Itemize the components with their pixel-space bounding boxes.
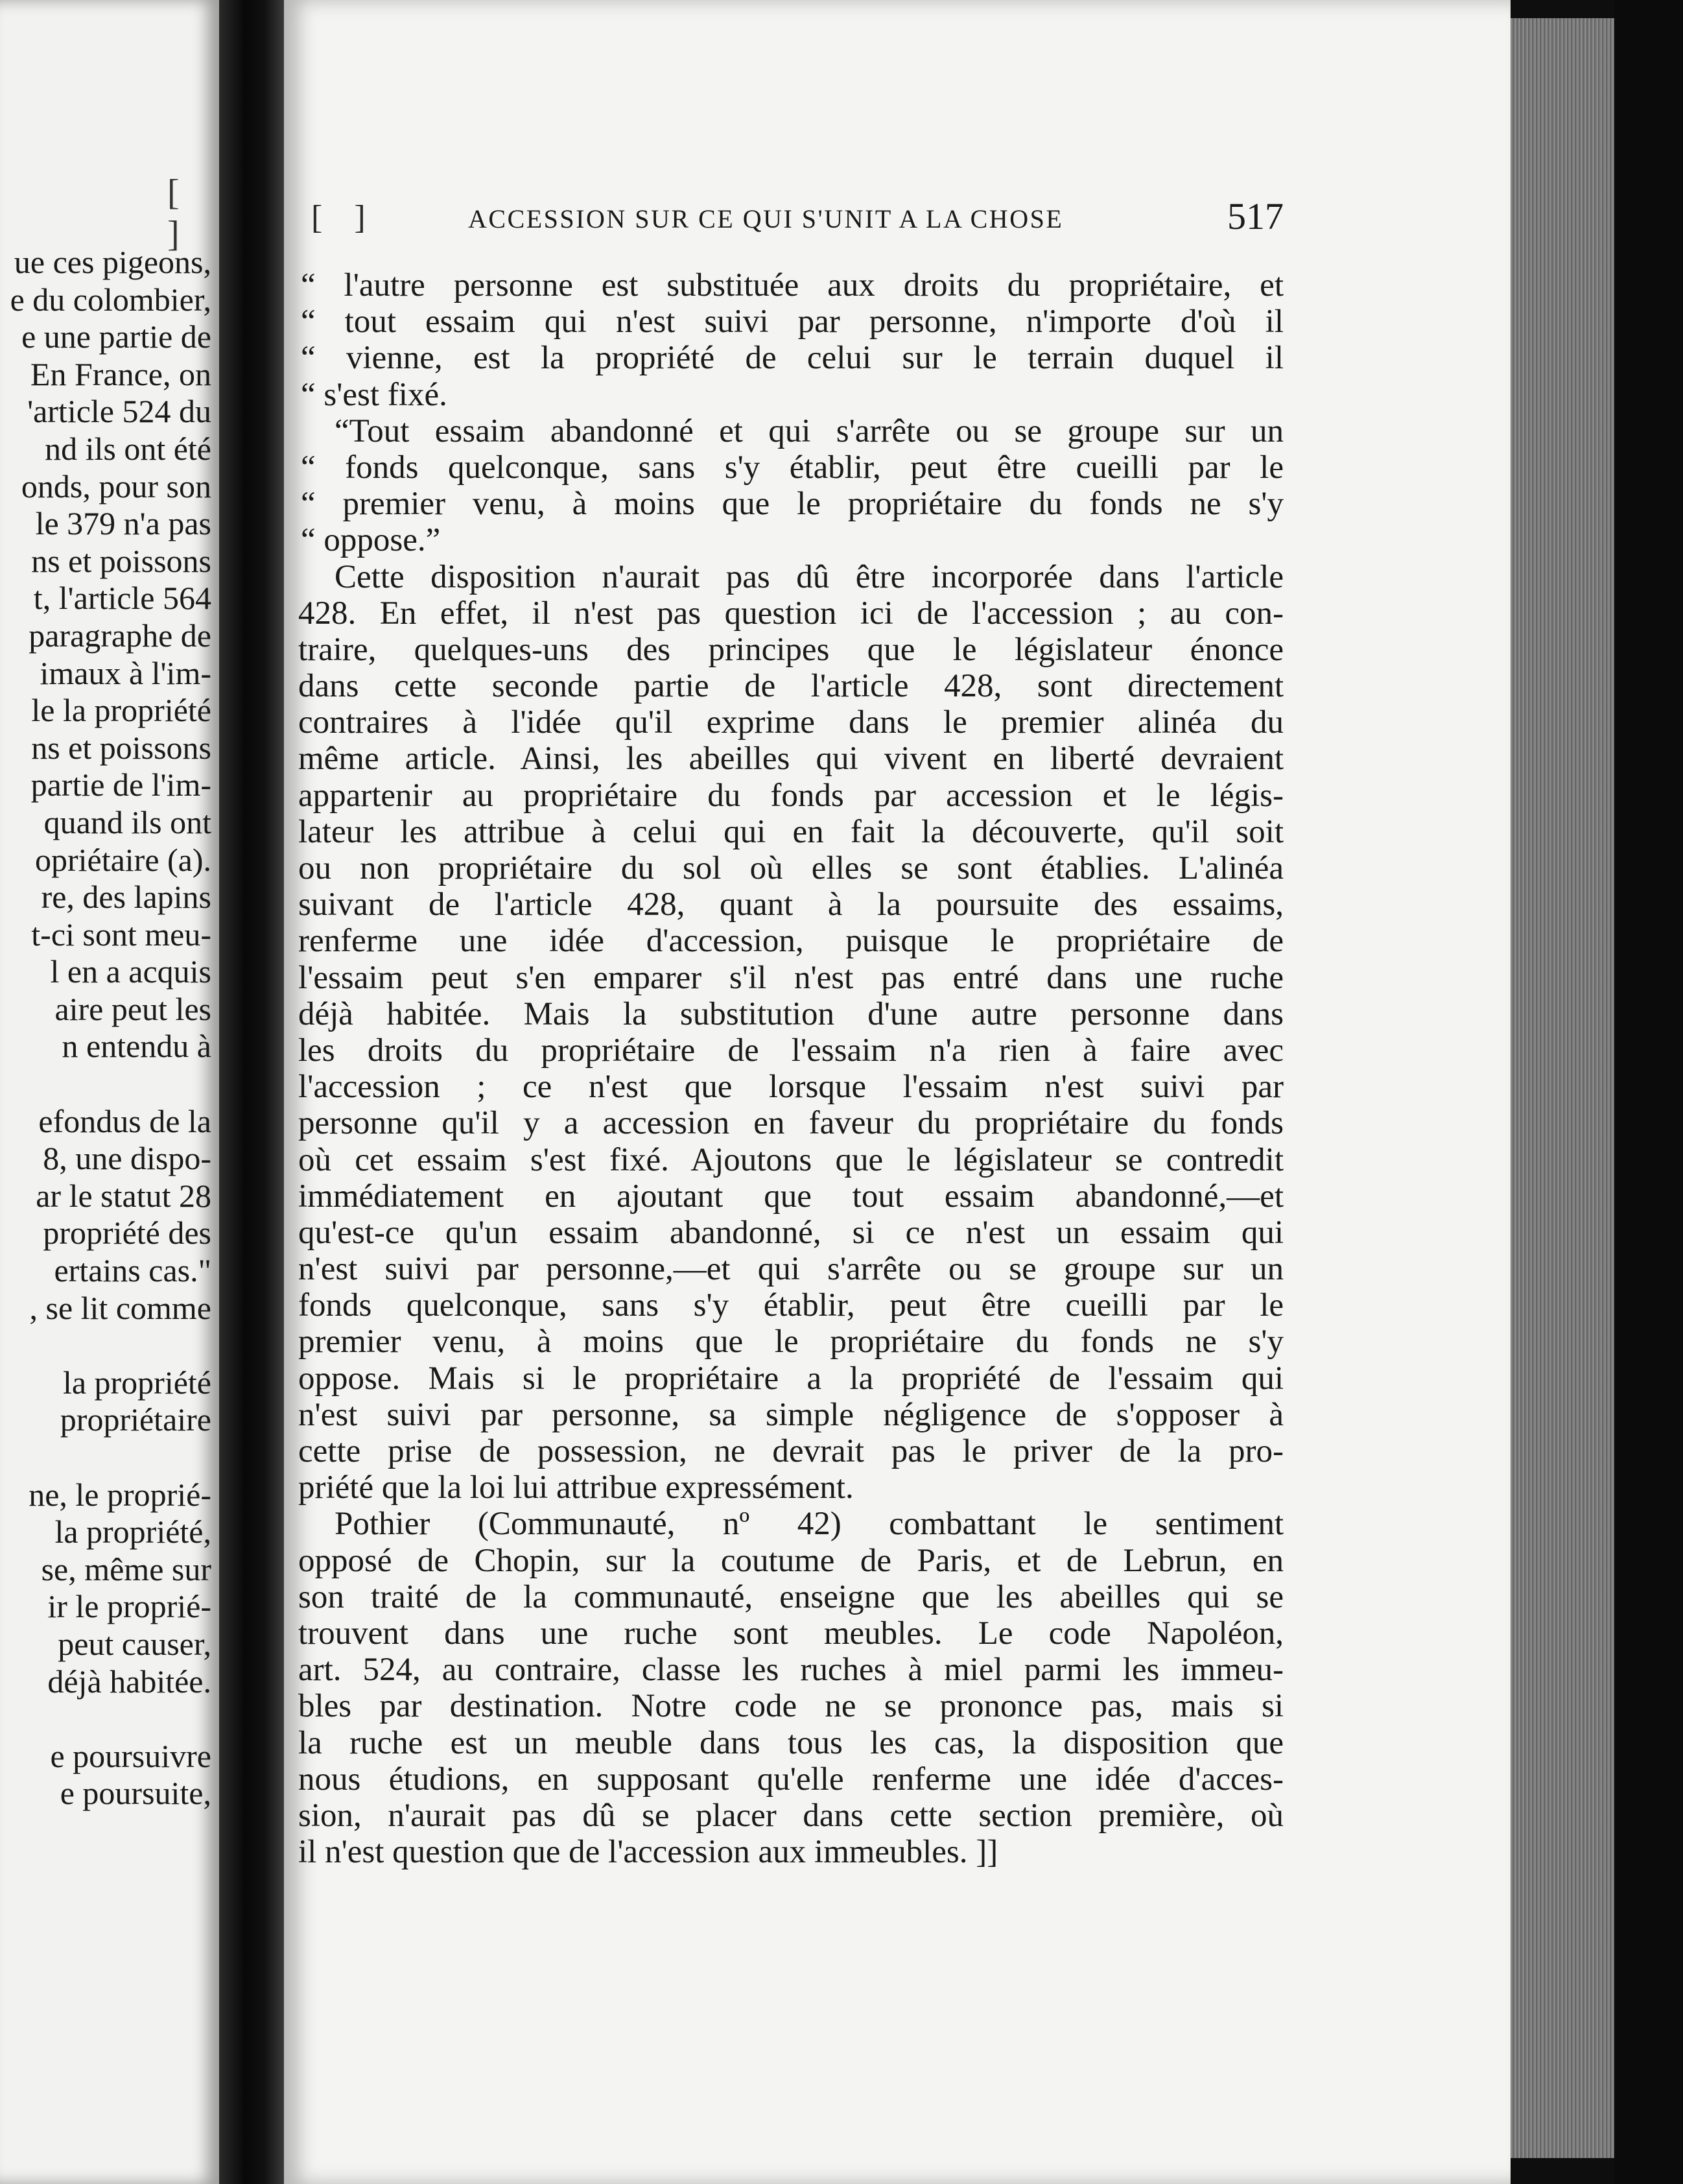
body-line: qu'est-ce qu'un essaim abandonné, si ce n'est un essaim qui <box>298 1214 1284 1251</box>
body-line: “ tout essaim qui n'est suivi par personne, n'importe d'où il <box>301 303 1284 340</box>
body-line: n'est suivi par personne,—et qui s'arrête ou se groupe sur un <box>298 1251 1284 1288</box>
body-line: “ s'est fixé. <box>301 376 447 413</box>
header-brackets: [ ] <box>311 199 377 236</box>
left-page-line: ne, le proprié- <box>29 1476 211 1513</box>
left-page-line: e poursuivre <box>50 1737 211 1774</box>
body-line: traire, quelques-uns des principes que le législateur énonce <box>298 631 1284 668</box>
page-edges <box>1511 18 1614 2158</box>
body-line: l'essaim peut s'en emparer s'il n'est pas entré dans une ruche <box>298 959 1284 996</box>
page-header <box>311 195 1284 246</box>
body-line: lateur les attribue à celui qui en fait la découverte, qu'il soit <box>298 813 1284 850</box>
body-line: “Tout essaim abandonné et qui s'arrête ou se groupe sur un <box>335 412 1284 449</box>
left-page-line: aire peut les <box>54 990 211 1027</box>
body-line: son traité de la communauté, enseigne que les abeilles qui se <box>298 1578 1284 1615</box>
body-line: déjà habitée. Mais la substitution d'une autre personne dans <box>298 995 1284 1032</box>
body-line: cette prise de possession, ne devrait pas le priver de la pro- <box>298 1433 1284 1469</box>
body-line: “ oppose.” <box>301 522 441 559</box>
body-line: sion, n'aurait pas dû se placer dans cette section première, où <box>298 1797 1284 1834</box>
body-line: suivant de l'article 428, quant à la poursuite des essaims, <box>298 886 1284 923</box>
left-page-line: le la propriété <box>31 692 211 729</box>
left-page-text <box>0 244 211 1812</box>
left-page-line: déjà habitée. <box>47 1663 211 1700</box>
left-page-line: ns et poissons <box>31 729 211 766</box>
left-page-line: nd ils ont été <box>45 430 211 467</box>
body-line: dans cette seconde partie de l'article 428, sont directement <box>298 668 1284 705</box>
body-line: bles par destination. Notre code ne se prononce pas, mais si <box>298 1688 1284 1725</box>
body-line: n'est suivi par personne, sa simple négligence de s'opposer à <box>298 1396 1284 1433</box>
left-page-line: propriété des <box>43 1215 211 1252</box>
left-page-line: re, des lapins <box>41 879 211 916</box>
book-edge-shadow <box>1614 0 1683 2184</box>
left-page-line: ue ces pigeons, <box>14 244 211 280</box>
body-line: premier venu, à moins que le propriétaire du fonds ne s'y <box>298 1323 1284 1360</box>
left-page-line: ir le proprié- <box>47 1588 211 1625</box>
book-gutter <box>219 0 284 2184</box>
body-line: priété que la loi lui attribue expressément. <box>298 1469 854 1506</box>
left-page-line: En France, on <box>30 355 211 392</box>
body-line: art. 524, au contraire, classe les ruches à miel parmi les immeu- <box>298 1652 1284 1689</box>
left-page-line: 8, une dispo- <box>43 1140 211 1177</box>
left-page-line: efondus de la <box>38 1102 211 1139</box>
body-line: appartenir au propriétaire du fonds par accession et le légis- <box>298 777 1284 814</box>
body-line: Pothier (Communauté, nº 42) combattant le sentiment <box>335 1506 1284 1543</box>
left-page-line: la propriété, <box>54 1513 211 1550</box>
body-line: fonds quelconque, sans s'y établir, peut être cueilli par le <box>298 1287 1284 1324</box>
body-line: “ vienne, est la propriété de celui sur le terrain duquel il <box>301 340 1284 377</box>
left-page-line: ar le statut 28 <box>36 1177 211 1214</box>
left-page-line <box>0 1327 211 1364</box>
left-page-line: 'article 524 du <box>27 393 211 430</box>
body-line: opposé de Chopin, sur la coutume de Paris, et de Lebrun, en <box>298 1542 1284 1579</box>
previous-page-fragment <box>0 0 219 2184</box>
left-page-line: onds, pour son <box>21 468 211 504</box>
body-line: renferme une idée d'accession, puisque le propriétaire de <box>298 923 1284 960</box>
left-page-line: l en a acquis <box>50 953 211 990</box>
body-line: Cette disposition n'aurait pas dû être incorporée dans l'article <box>335 558 1284 595</box>
body-line: trouvent dans une ruche sont meubles. Le code Napoléon, <box>298 1615 1284 1652</box>
body-line: la ruche est un meuble dans tous les cas, la disposition que <box>298 1724 1284 1761</box>
left-page-line: e poursuite, <box>60 1775 211 1812</box>
body-line: immédiatement en ajoutant que tout essaim abandonné,—et <box>298 1178 1284 1215</box>
body-line: “ premier venu, à moins que le propriétaire du fonds ne s'y <box>301 486 1284 523</box>
left-page-line: ns et poissons <box>31 542 211 579</box>
page-number: 517 <box>1227 195 1284 237</box>
left-page-line <box>0 1700 211 1738</box>
left-page-line: e une partie de <box>21 318 211 355</box>
left-page-line: e du colombier, <box>10 281 211 318</box>
body-line: oppose. Mais si le propriétaire a la propriété de l'essaim qui <box>298 1360 1284 1397</box>
left-page-line <box>0 1065 211 1103</box>
left-page-line: , se lit comme <box>29 1289 211 1326</box>
body-line: même article. Ainsi, les abeilles qui vivent en liberté devraient <box>298 741 1284 777</box>
left-page-line: peut causer, <box>58 1625 211 1662</box>
body-line: l'accession ; ce n'est que lorsque l'essaim n'est suivi par <box>298 1069 1284 1106</box>
left-page-line: paragraphe de <box>29 617 211 654</box>
left-page-line: la propriété <box>62 1364 211 1401</box>
body-line: où cet essaim s'est fixé. Ajoutons que le législateur se contredit <box>298 1141 1284 1178</box>
body-line: il n'est question que de l'accession aux immeubles. ]] <box>298 1834 998 1871</box>
left-page-line: opriétaire (a). <box>34 841 211 878</box>
body-line: les droits du propriétaire de l'essaim n'a rien à faire avec <box>298 1032 1284 1069</box>
left-page-line: n entendu à <box>62 1028 211 1065</box>
body-line: 428. En effet, il n'est pas question ici de l'accession ; au con- <box>298 595 1284 632</box>
left-page-line <box>0 1439 211 1477</box>
body-line: contraires à l'idée qu'il exprime dans le premier alinéa du <box>298 704 1284 741</box>
body-line: “ fonds quelconque, sans s'y établir, peut être cueilli par le <box>301 449 1284 486</box>
running-title: ACCESSION SUR CE QUI S'UNIT A LA CHOSE <box>468 204 1064 233</box>
body-text <box>298 267 1284 1870</box>
body-line: personne qu'il y a accession en faveur du propriétaire du fonds <box>298 1105 1284 1142</box>
body-line: ou non propriétaire du sol où elles se sont établies. L'alinéa <box>298 850 1284 886</box>
body-line: nous étudions, en supposant qu'elle renferme une idée d'acces- <box>298 1761 1284 1798</box>
left-page-line: ertains cas." <box>54 1252 211 1289</box>
left-page-line: quand ils ont <box>43 803 211 840</box>
left-page-line: imaux à l'im- <box>40 654 211 691</box>
left-page-line: t, l'article 564 <box>33 580 211 617</box>
left-page-brackets: [ ] <box>167 172 194 254</box>
body-line: “ l'autre personne est substituée aux droits du propriétaire, et <box>301 267 1284 303</box>
left-page-line: se, même sur <box>41 1550 211 1587</box>
left-page-line: le 379 n'a pas <box>35 505 211 542</box>
left-page-line: t-ci sont meu- <box>31 916 211 953</box>
left-page-line: propriétaire <box>60 1401 211 1438</box>
left-page-line: partie de l'im- <box>30 766 211 803</box>
